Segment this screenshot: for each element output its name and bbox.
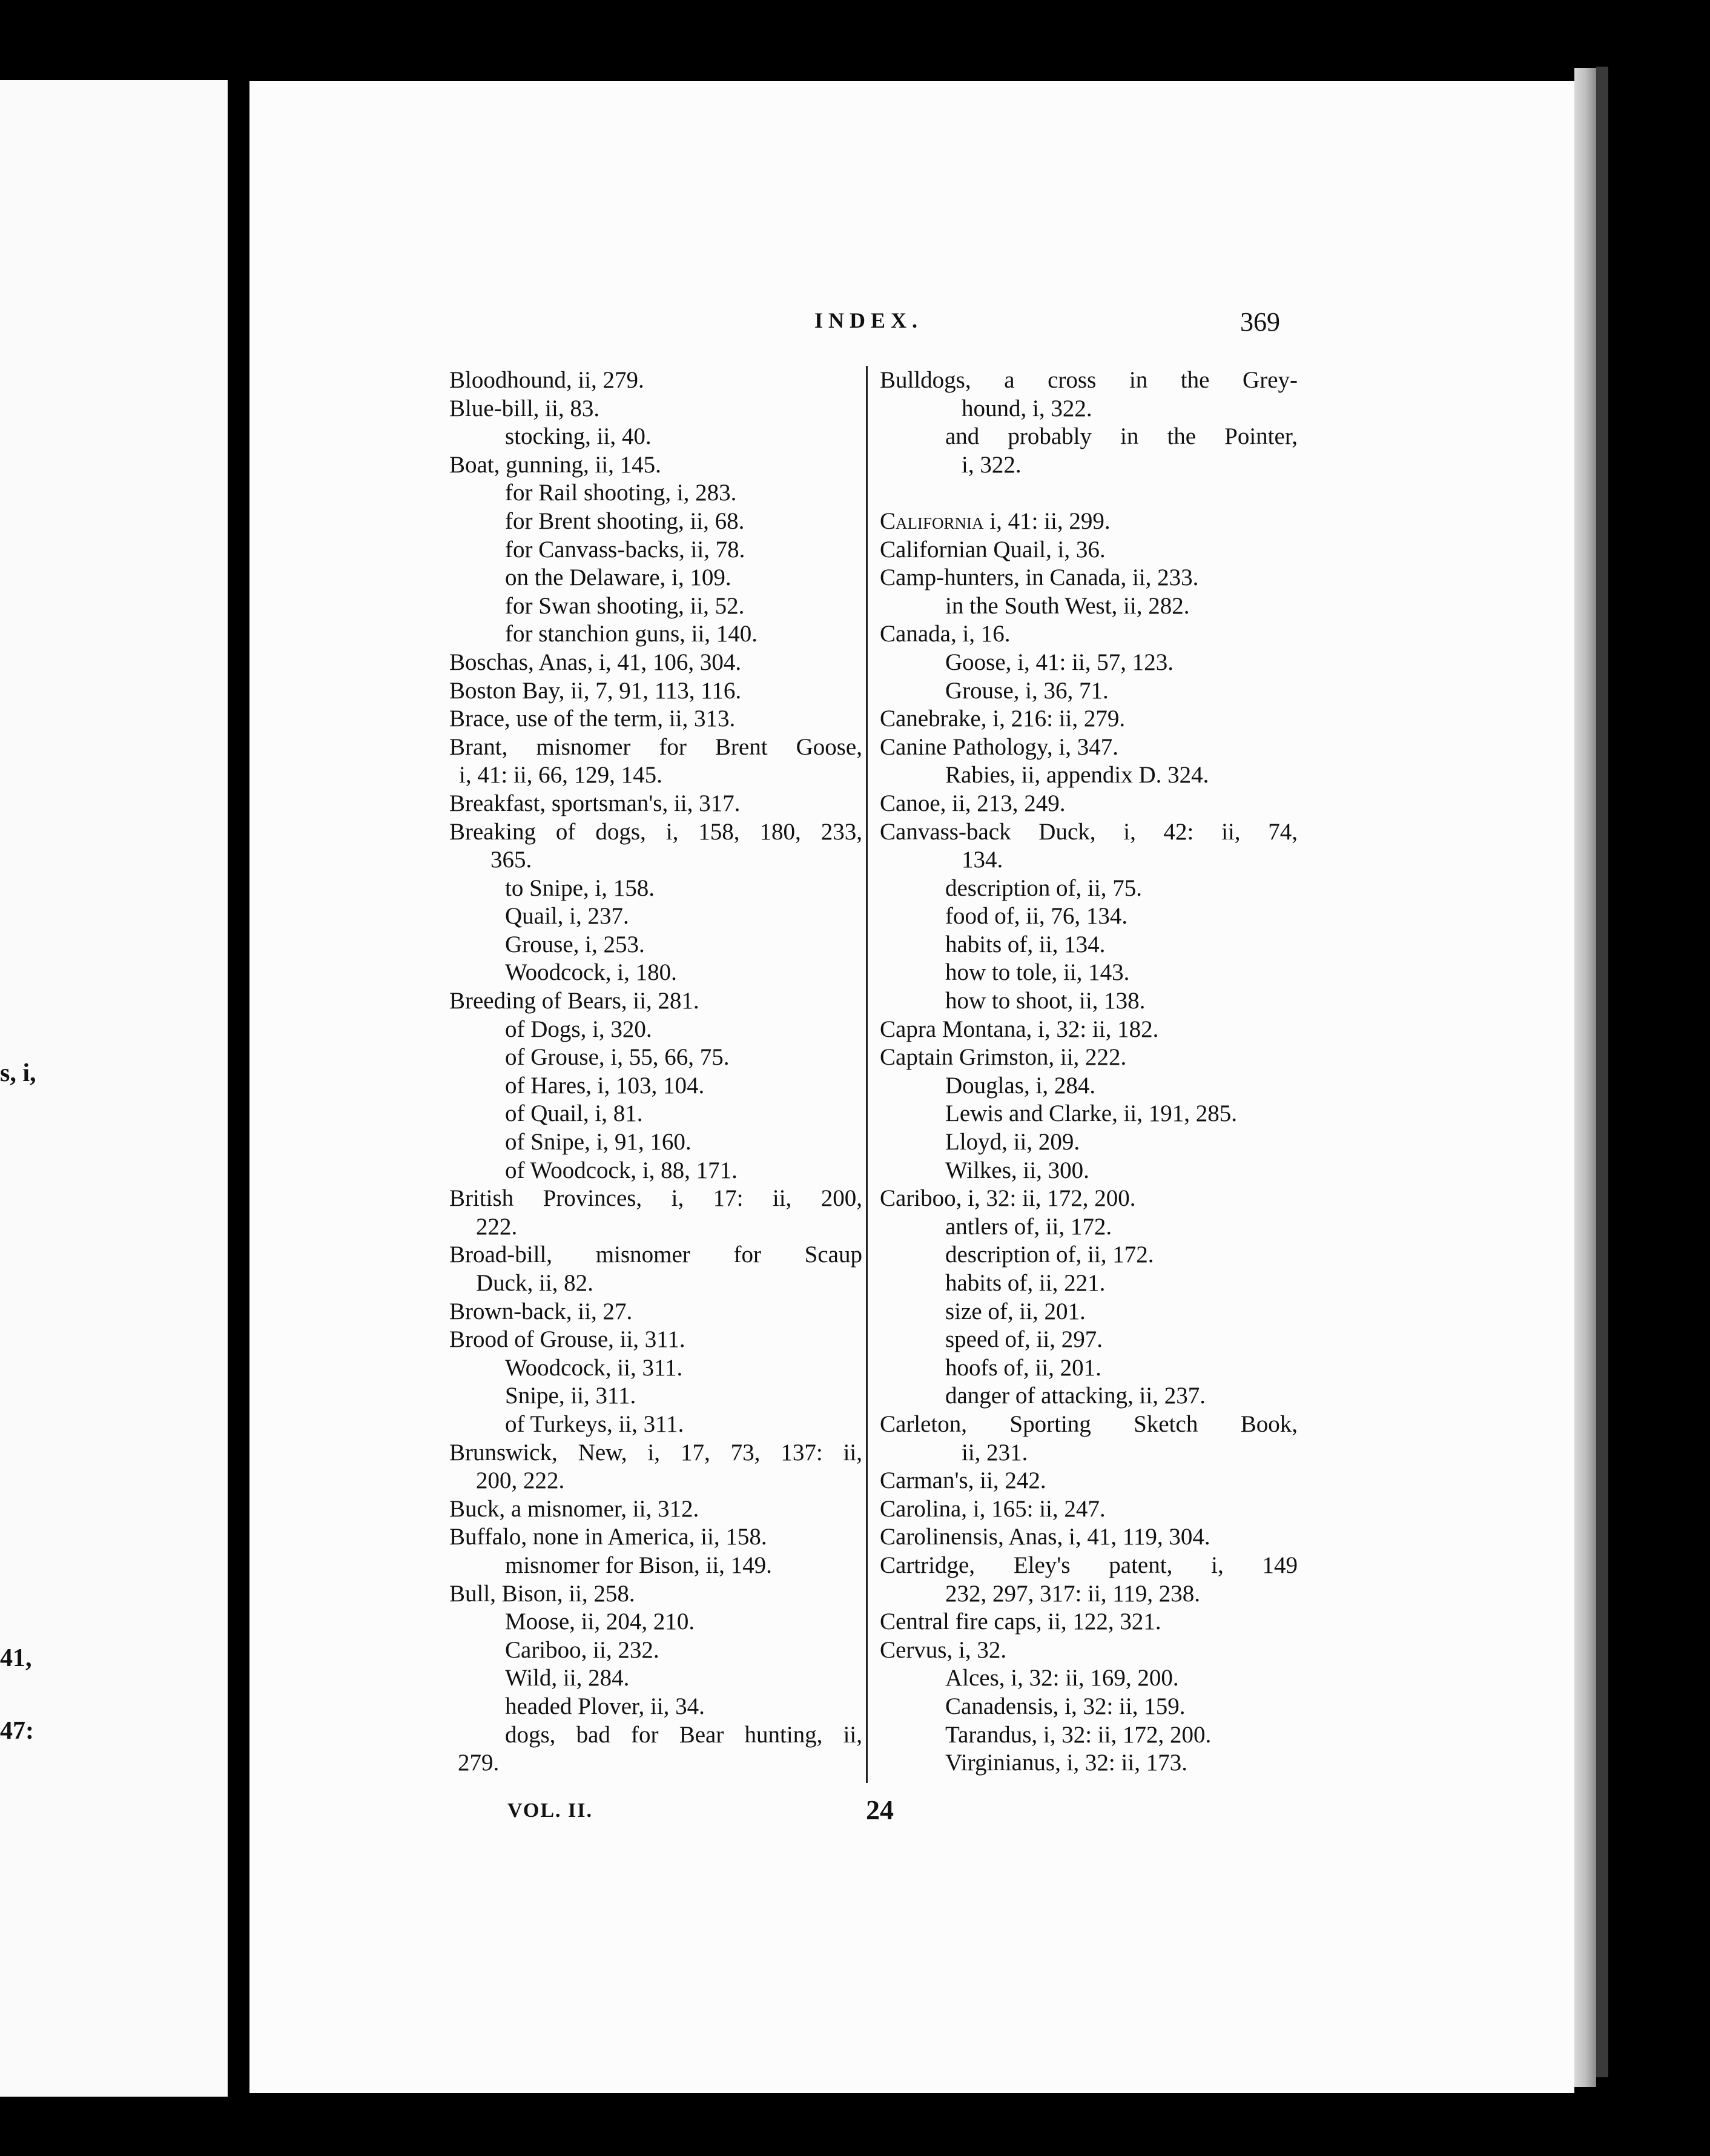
index-entry: Capra Montana, i, 32: ii, 182. [880, 1016, 1159, 1042]
index-entry: for stanchion guns, ii, 140. [505, 621, 758, 647]
index-entry: Grouse, i, 253. [505, 931, 645, 957]
index-entry: Woodcock, i, 180. [505, 959, 677, 986]
facing-page-fragment: 47: [0, 1717, 34, 1745]
index-entry: Buck, a misnomer, ii, 312. [449, 1495, 699, 1522]
index-entry: of Turkeys, ii, 311. [505, 1410, 684, 1437]
signature-mark: 24 [866, 1794, 894, 1825]
index-entry: ii, 231. [962, 1439, 1028, 1466]
index-entry: Bloodhound, ii, 279. [449, 367, 644, 393]
index-column-left [449, 366, 862, 1777]
index-entry: Breakfast, sportsman's, ii, 317. [449, 790, 741, 816]
index-entry: Canadensis, i, 32: ii, 159. [945, 1693, 1186, 1719]
index-entry: description of, ii, 75. [945, 875, 1142, 901]
index-entry: Woodcock, ii, 311. [505, 1354, 683, 1381]
index-entry: size of, ii, 201. [945, 1298, 1086, 1324]
index-entry: i, 322. [962, 451, 1022, 478]
index-entry: misnomer for Bison, ii, 149. [505, 1552, 772, 1578]
index-entry: 200, 222. [476, 1467, 565, 1494]
index-entry: Boschas, Anas, i, 41, 106, 304. [449, 649, 742, 675]
index-entry: in the South West, ii, 282. [945, 592, 1190, 619]
index-entry: stocking, ii, 40. [505, 423, 652, 450]
index-entry: Brant, misnomer for Brent Goose, [449, 733, 862, 760]
index-entry: Brown-back, ii, 27. [449, 1298, 633, 1324]
index-entry: Carman's, ii, 242. [880, 1467, 1046, 1494]
index-entry: Rabies, ii, appendix D. 324. [945, 762, 1209, 789]
index-entry: Canebrake, i, 216: ii, 279. [880, 706, 1126, 732]
index-entry: Wild, ii, 284. [505, 1665, 630, 1691]
index-entry: Brood of Grouse, ii, 311. [449, 1326, 685, 1353]
index-entry: 134. [962, 847, 1003, 873]
index-entry: Duck, ii, 82. [476, 1270, 593, 1296]
index-entry: Central fire caps, ii, 122, 321. [880, 1609, 1161, 1635]
index-entry: Moose, ii, 204, 210. [505, 1609, 695, 1635]
index-entry: 279. [458, 1750, 500, 1776]
index-entry: Carolinensis, Anas, i, 41, 119, 304. [880, 1524, 1210, 1550]
index-entry: of Hares, i, 103, 104. [505, 1072, 705, 1099]
index-entry: Douglas, i, 284. [945, 1072, 1096, 1099]
index-entry: headed Plover, ii, 34. [505, 1693, 705, 1719]
index-entry: for Canvass-backs, ii, 78. [505, 536, 745, 563]
index-entry: hoofs of, ii, 201. [945, 1354, 1101, 1381]
index-entry: 232, 297, 317: ii, 119, 238. [945, 1580, 1201, 1607]
index-entry: to Snipe, i, 158. [505, 875, 655, 901]
index-entry: for Swan shooting, ii, 52. [505, 592, 745, 619]
index-entry: Cariboo, ii, 232. [505, 1636, 659, 1663]
index-entry: Bulldogs, a cross in the Grey- [880, 367, 1298, 393]
index-entry: Canoe, ii, 213, 249. [880, 790, 1066, 816]
index-entry: and probably in the Pointer, [945, 423, 1298, 450]
index-entry: habits of, ii, 221. [945, 1270, 1106, 1296]
index-entry: Boat, gunning, ii, 145. [449, 451, 661, 478]
index-entry: i, 41: ii, 66, 129, 145. [459, 762, 662, 789]
index-entry: 222. [476, 1213, 518, 1240]
index-entry: Quail, i, 237. [505, 903, 629, 930]
index-entry: Carolina, i, 165: ii, 247. [880, 1495, 1106, 1522]
index-entry: hound, i, 322. [962, 395, 1092, 422]
index-entry: food of, ii, 76, 134. [945, 903, 1128, 930]
index-entry: Canada, i, 16. [880, 621, 1011, 647]
running-header: INDEX. [814, 308, 923, 332]
index-entry: habits of, ii, 134. [945, 931, 1106, 957]
index-entry: for Brent shooting, ii, 68. [505, 508, 745, 534]
index-entry: Bull, Bison, ii, 258. [449, 1580, 635, 1607]
index-entry: Boston Bay, ii, 7, 91, 113, 116. [449, 677, 742, 704]
index-entry: Brace, use of the term, ii, 313. [449, 706, 736, 732]
index-entry: California i, 41: ii, 299. [880, 508, 1111, 534]
index-entry: Lewis and Clarke, ii, 191, 285. [945, 1100, 1237, 1127]
index-entry: Cartridge, Eley's patent, i, 149 [880, 1552, 1298, 1578]
index-entry: Breaking of dogs, i, 158, 180, 233, [449, 818, 862, 845]
index-entry: description of, ii, 172. [945, 1242, 1154, 1268]
index-entry: danger of attacking, ii, 237. [945, 1383, 1206, 1409]
page-number: 369 [1240, 307, 1280, 337]
page-edge [1574, 68, 1596, 2087]
index-entry: Camp-hunters, in Canada, ii, 233. [880, 564, 1199, 591]
index-entry: antlers of, ii, 172. [945, 1213, 1112, 1240]
index-entry: of Snipe, i, 91, 160. [505, 1129, 692, 1156]
index-entry: Tarandus, i, 32: ii, 172, 200. [945, 1721, 1212, 1748]
index-entry: Cariboo, i, 32: ii, 172, 200. [880, 1185, 1136, 1212]
index-entry: Californian Quail, i, 36. [880, 536, 1106, 563]
index-entry: Snipe, ii, 311. [505, 1383, 636, 1409]
index-entry: Virginianus, i, 32: ii, 173. [945, 1750, 1187, 1776]
facing-page [0, 80, 228, 2097]
column-divider [866, 366, 868, 1783]
index-entry: Wilkes, ii, 300. [945, 1157, 1089, 1183]
index-entry: dogs, bad for Bear hunting, ii, [505, 1721, 862, 1748]
index-entry: Grouse, i, 36, 71. [945, 677, 1109, 704]
index-entry: of Grouse, i, 55, 66, 75. [505, 1044, 730, 1071]
index-entry: Canine Pathology, i, 347. [880, 733, 1118, 760]
index-entry: Alces, i, 32: ii, 169, 200. [945, 1665, 1179, 1691]
index-entry: how to tole, ii, 143. [945, 959, 1130, 986]
facing-page-fragment: s, i, [0, 1059, 36, 1087]
index-entry: Brunswick, New, i, 17, 73, 137: ii, [449, 1439, 862, 1466]
index-entry: British Provinces, i, 17: ii, 200, [449, 1185, 862, 1212]
facing-page-fragment: 41, [0, 1644, 32, 1672]
index-entry: 365. [490, 847, 532, 873]
index-entry: Blue-bill, ii, 83. [449, 395, 600, 422]
index-entry: Breeding of Bears, ii, 281. [449, 988, 699, 1014]
index-entry [880, 479, 1298, 508]
index-entry: how to shoot, ii, 138. [945, 988, 1146, 1014]
book-spine-shadow [1596, 67, 1608, 2077]
index-entry: Captain Grimston, ii, 222. [880, 1044, 1127, 1071]
index-entry: on the Delaware, i, 109. [505, 564, 731, 591]
index-entry: for Rail shooting, i, 283. [505, 480, 737, 506]
index-entry: Buffalo, none in America, ii, 158. [449, 1524, 767, 1550]
index-entry: of Quail, i, 81. [505, 1100, 643, 1127]
index-entry: Lloyd, ii, 209. [945, 1129, 1080, 1156]
index-entry: Broad-bill, misnomer for Scaup [449, 1242, 862, 1268]
index-entry: Cervus, i, 32. [880, 1636, 1007, 1663]
index-entry: Goose, i, 41: ii, 57, 123. [945, 649, 1174, 675]
index-entry: Carleton, Sporting Sketch Book, [880, 1410, 1298, 1437]
index-column-right [880, 366, 1298, 1777]
index-entry: of Dogs, i, 320. [505, 1016, 652, 1042]
index-entry: Canvass-back Duck, i, 42: ii, 74, [880, 818, 1298, 845]
volume-label: VOL. II. [507, 1799, 593, 1822]
small-caps-term: California [880, 508, 984, 534]
index-entry: speed of, ii, 297. [945, 1326, 1103, 1353]
index-entry: of Woodcock, i, 88, 171. [505, 1157, 738, 1183]
